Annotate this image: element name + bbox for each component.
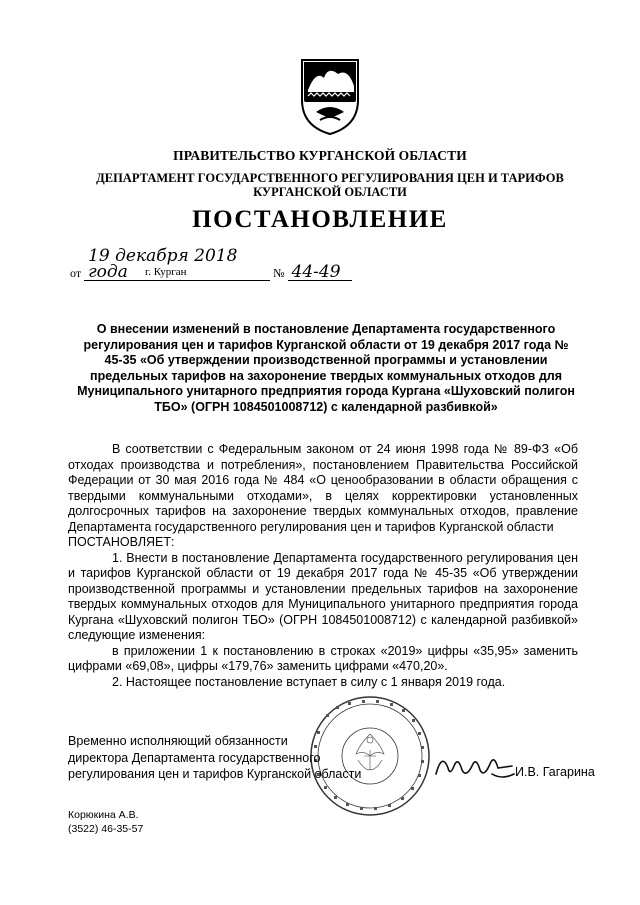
document-number: 44-49 [288,264,352,281]
number-prefix: № [273,266,285,280]
signatory-name: И.В. Гагарина [515,765,595,779]
signatory-title [68,733,398,783]
department-heading-line1: ДЕПАРТАМЕНТ ГОСУДАРСТВЕННОГО РЕГУЛИРОВАНИЯ ЦЕН И ТАРИФОВ [96,171,564,185]
signatory-title-line3: регулирования цен и тарифов Курганской области [68,767,362,781]
department-heading [90,171,570,199]
city-label: г. Курган [145,266,187,278]
government-heading: ПРАВИТЕЛЬСТВО КУРГАНСКОЙ ОБЛАСТИ [173,148,467,163]
body-paragraph-amendment: в приложении 1 к постановлению в строках «2019» цифры «35,95» заменить цифрами «69,08», цифры «179,76» заменить цифрами «470,20». [68,643,578,673]
document-date: 19 декабря 2018 года [84,248,270,281]
body-paragraph-item2: 2. Настоящее постановление вступает в силу с 1 января 2019 года. [112,674,506,689]
date-number-line [70,248,352,281]
department-heading-line2: КУРГАНСКОЙ ОБЛАСТИ [253,185,407,199]
document-subject: О внесении изменений в постановление Департамента государственного регулирования цен и тарифов Курганской области от 19 декабря 2017 года № 45-35 «Об утверждении производственной программы и установлении предельных тарифов на захоронение твердых коммунальных отходов для Муниципального унитарного предприятия города Кургана «Шуховский полигон ТБО» (ОГРН 1084501008712) с календарной разбивкой» [77,322,575,414]
handwritten-signature [432,744,516,784]
executor-name: Корюкина А.В. [68,809,139,821]
body-paragraph-preamble: В соответствии с Федеральным законом от 24 июня 1998 года № 89-ФЗ «Об отходах производства и потребления», постановлением Правительства Российской Федерации от 30 мая 2016 года № 484 «О ценообразовании в области обращения с твердыми коммунальными отходами», в целях корректировки установленных долгосрочных тарифов на захоронение твердых коммунальных отходов, правление Департамента государственного регулирования цен и тарифов Курганской области [68,442,578,534]
body-resolve: ПОСТАНОВЛЯЕТ: [68,535,175,549]
document-body [68,442,578,690]
signatory-title-line2: директора Департамента государственного [68,750,321,765]
coat-of-arms-icon [298,56,362,136]
date-prefix: от [70,266,82,280]
body-paragraph-item1: 1. Внести в постановление Департамента государственного регулирования цен и тарифов Курганской области от 19 декабря 2017 года № 45-35 «Об утверждении производственной программы и установлении предельных тарифов на захоронение твердых коммунальных отходов для Муниципального унитарного предприятия города Кургана «Шуховский полигон ТБО» (ОГРН 1084501008712) с календарной разбивкой» следующие изменения: [68,550,578,642]
executor-info [68,808,143,836]
document-type-title: ПОСТАНОВЛЕНИЕ [192,206,448,233]
executor-phone: (3522) 46-35-57 [68,823,144,835]
signatory-title-line1: Временно исполняющий обязанности [68,734,288,748]
